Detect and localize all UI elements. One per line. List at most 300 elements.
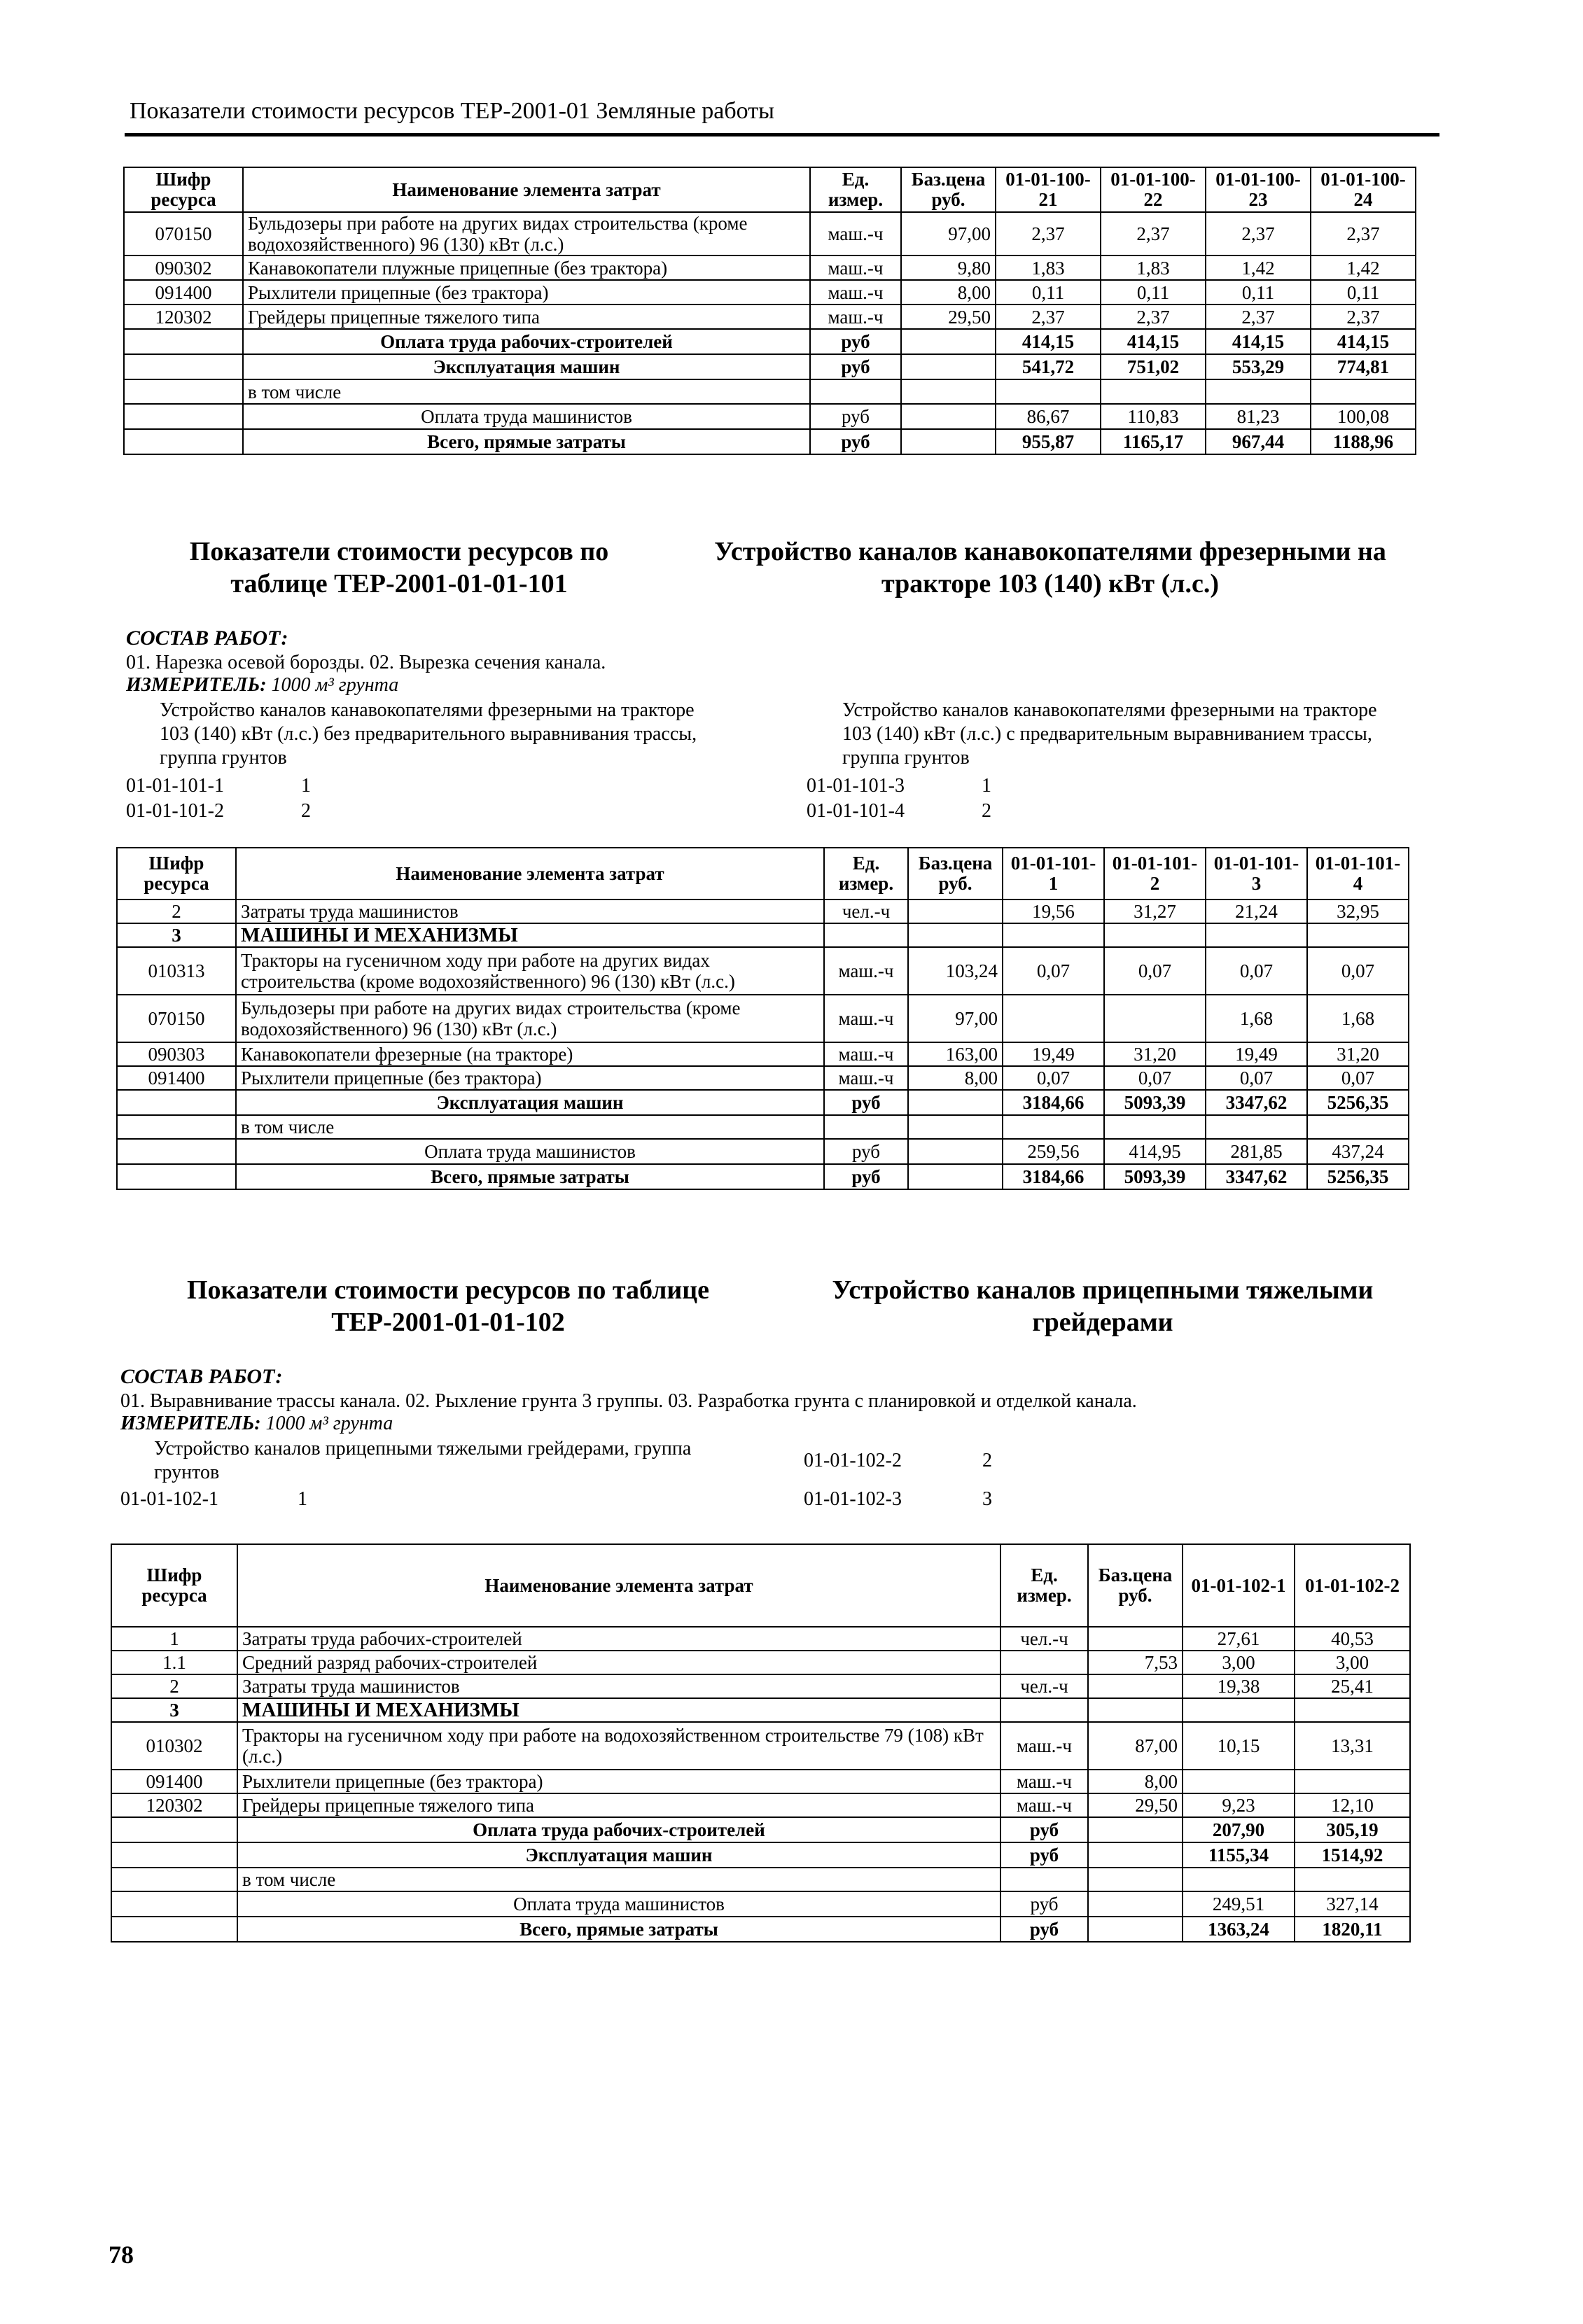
cell-code: 2 [111, 1674, 237, 1698]
cell-unit: руб [1000, 1842, 1088, 1868]
cell-name: Всего, прямые затраты [236, 1164, 824, 1189]
cell-value: 1363,24 [1183, 1917, 1295, 1942]
cell-value: 19,49 [1003, 1042, 1104, 1066]
cell-value [1307, 923, 1409, 947]
cell-value: 12,10 [1295, 1793, 1410, 1817]
table-row [111, 1770, 1410, 1793]
header-price: Баз.цена руб. [908, 848, 1003, 899]
cell-price [1088, 1917, 1183, 1942]
header-rate: 01-01-102-1 [1183, 1544, 1295, 1627]
cell-value: 1,83 [996, 255, 1101, 280]
cell-value: 2,37 [1206, 212, 1311, 255]
cell-code [124, 379, 243, 404]
code-line [126, 799, 311, 823]
header-unit: Ед. измер. [824, 848, 908, 899]
rate-code: 01-01-101-3 [807, 775, 905, 797]
cell-value: 1165,17 [1101, 429, 1206, 454]
cell-unit: руб [824, 1090, 908, 1115]
cell-value [1104, 923, 1206, 947]
cell-value: 207,90 [1183, 1817, 1295, 1842]
cell-unit: маш.-ч [810, 280, 901, 304]
cell-code: 2 [117, 899, 236, 923]
cell-unit: чел.-ч [1000, 1627, 1088, 1651]
cell-code [117, 1139, 236, 1164]
cell-value: 5093,39 [1104, 1164, 1206, 1189]
cell-value: 2,37 [1206, 304, 1311, 329]
cell-price [908, 899, 1003, 923]
cell-value: 5256,35 [1307, 1090, 1409, 1115]
cell-value: 81,23 [1206, 404, 1311, 429]
cell-code [117, 1090, 236, 1115]
cell-value: 3184,66 [1003, 1164, 1104, 1189]
cell-code [124, 429, 243, 454]
cell-unit [810, 379, 901, 404]
table-row [111, 1651, 1410, 1674]
cell-value: 327,14 [1295, 1891, 1410, 1917]
code-line [804, 1449, 992, 1473]
cell-value: 0,11 [996, 280, 1101, 304]
cell-code [111, 1842, 237, 1868]
cell-price [1088, 1674, 1183, 1698]
header-unit: Ед. измер. [810, 167, 901, 212]
cell-unit [1000, 1651, 1088, 1674]
cell-value: 249,51 [1183, 1891, 1295, 1917]
cell-code: 010313 [117, 947, 236, 995]
cell-unit: руб [824, 1164, 908, 1189]
cell-code: 010302 [111, 1722, 237, 1770]
cell-price [1088, 1698, 1183, 1722]
cell-value: 31,20 [1307, 1042, 1409, 1066]
cell-code: 070150 [124, 212, 243, 255]
total-row [117, 1164, 1409, 1189]
cell-price [901, 379, 996, 404]
header-code: Шифр ресурса [111, 1544, 237, 1627]
table-row [117, 1115, 1409, 1139]
soil-group: 2 [301, 800, 311, 822]
cell-value: 1,68 [1307, 995, 1409, 1042]
cell-price: 103,24 [908, 947, 1003, 995]
header-rate: 01-01-100-21 [996, 167, 1101, 212]
total-row [124, 329, 1416, 354]
table-row [117, 1139, 1409, 1164]
table-header-row [124, 167, 1416, 212]
cell-price [901, 404, 996, 429]
cell-value: 19,38 [1183, 1674, 1295, 1698]
cell-unit: руб [1000, 1891, 1088, 1917]
table-row [111, 1868, 1410, 1891]
header-rule [125, 133, 1439, 136]
cell-code: 120302 [111, 1793, 237, 1817]
section-title-left: Показатели стоимости ресурсов по таблице ТЕР-2001-01-01-101 [189, 537, 609, 598]
cell-code [111, 1868, 237, 1891]
soil-group: 2 [982, 1450, 992, 1471]
cell-name: Всего, прямые затраты [237, 1917, 1000, 1942]
cell-name: Оплата труда машинистов [237, 1891, 1000, 1917]
cell-name: в том числе [243, 379, 810, 404]
cell-unit [1000, 1698, 1088, 1722]
table-row [124, 379, 1416, 404]
header-price: Баз.цена руб. [901, 167, 996, 212]
cell-code: 120302 [124, 304, 243, 329]
cell-price [1088, 1868, 1183, 1891]
cell-value: 0,07 [1104, 947, 1206, 995]
measure-label: ИЗМЕРИТЕЛЬ: [126, 674, 267, 696]
cell-value: 774,81 [1311, 354, 1416, 379]
code-line [807, 774, 991, 798]
soil-group: 3 [982, 1488, 992, 1510]
cell-value: 31,20 [1104, 1042, 1206, 1066]
table-row [111, 1627, 1410, 1651]
cell-value: 25,41 [1295, 1674, 1410, 1698]
cell-value [1206, 379, 1311, 404]
cell-name: Рыхлители прицепные (без трактора) [237, 1770, 1000, 1793]
cell-value: 2,37 [1311, 304, 1416, 329]
cell-value: 305,19 [1295, 1817, 1410, 1842]
cell-value: 3184,66 [1003, 1090, 1104, 1115]
cell-value: 259,56 [1003, 1139, 1104, 1164]
section-title-right: Устройство каналов канавокопателями фрезерными на тракторе 103 (140) кВт (л.с.) [714, 537, 1386, 598]
cell-code: 090302 [124, 255, 243, 280]
cell-unit: руб [824, 1139, 908, 1164]
cell-value: 1,42 [1206, 255, 1311, 280]
cell-name: Тракторы на гусеничном ходу при работе на других видах строительства (кроме водохозяйственного) 96 (130) кВт (л.с.) [236, 947, 824, 995]
rate-code: 01-01-101-2 [126, 800, 224, 822]
cell-price [908, 1139, 1003, 1164]
cell-price: 8,00 [901, 280, 996, 304]
cell-price [908, 923, 1003, 947]
cell-value: 414,15 [1101, 329, 1206, 354]
total-row [124, 429, 1416, 454]
cell-value [1101, 379, 1206, 404]
cell-value [1206, 1115, 1307, 1139]
total-row [117, 1090, 1409, 1115]
cell-value: 3347,62 [1206, 1090, 1307, 1115]
cell-price: 8,00 [908, 1066, 1003, 1090]
cell-name: Бульдозеры при работе на других видах строительства (кроме водохозяйственного) 96 (130) кВт (л.с.) [243, 212, 810, 255]
cell-value: 86,67 [996, 404, 1101, 429]
cell-value: 955,87 [996, 429, 1101, 454]
cell-name: Оплата труда машинистов [243, 404, 810, 429]
cell-unit: руб [1000, 1917, 1088, 1942]
cell-price [908, 1115, 1003, 1139]
cell-value [1183, 1698, 1295, 1722]
resource-table-100 [123, 167, 1416, 455]
cell-name: Оплата труда машинистов [236, 1139, 824, 1164]
cell-code [117, 1164, 236, 1189]
cell-value [1295, 1868, 1410, 1891]
cell-value: 5093,39 [1104, 1090, 1206, 1115]
page-header: Показатели стоимости ресурсов ТЕР-2001-01 Земляные работы [130, 98, 774, 124]
table-row [124, 280, 1416, 304]
cell-value: 1514,92 [1295, 1842, 1410, 1868]
cell-name: Эксплуатация машин [236, 1090, 824, 1115]
cell-value: 541,72 [996, 354, 1101, 379]
cell-value [1003, 923, 1104, 947]
cell-unit: маш.-ч [824, 1042, 908, 1066]
cell-value [1295, 1698, 1410, 1722]
measure-line [120, 1412, 393, 1436]
sostav-label: СОСТАВ РАБОТ: [120, 1365, 283, 1388]
cell-value: 1820,11 [1295, 1917, 1410, 1942]
cell-price: 97,00 [908, 995, 1003, 1042]
page-number: 78 [109, 2241, 134, 2269]
cell-unit: руб [1000, 1817, 1088, 1842]
cell-value: 1155,34 [1183, 1842, 1295, 1868]
cell-code: 090303 [117, 1042, 236, 1066]
cell-value: 40,53 [1295, 1627, 1410, 1651]
cell-code: 070150 [117, 995, 236, 1042]
cell-price [1088, 1627, 1183, 1651]
cell-name: в том числе [236, 1115, 824, 1139]
header-name: Наименование элемента затрат [237, 1544, 1000, 1627]
cell-value: 19,49 [1206, 1042, 1307, 1066]
cell-unit: маш.-ч [1000, 1793, 1088, 1817]
cell-value: 0,11 [1101, 280, 1206, 304]
cell-value: 100,08 [1311, 404, 1416, 429]
header-rate: 01-01-101-2 [1104, 848, 1206, 899]
cell-value [1307, 1115, 1409, 1139]
soil-group: 2 [982, 800, 991, 822]
section-row [117, 923, 1409, 947]
cell-name: Оплата труда рабочих-строителей [243, 329, 810, 354]
measure-value: 1000 м³ грунта [271, 674, 399, 696]
cell-value: 9,23 [1183, 1793, 1295, 1817]
cell-value: 3,00 [1295, 1651, 1410, 1674]
cell-code [124, 404, 243, 429]
table-row [124, 304, 1416, 329]
cell-value [996, 379, 1101, 404]
work-description: Устройство каналов канавокопателями фрезерными на тракторе 103 (140) кВт (л.с.) с предварительным выравниванием трассы, группа грунтов [842, 699, 1377, 769]
cell-value [1183, 1770, 1295, 1793]
cell-value: 0,07 [1104, 1066, 1206, 1090]
table-row [117, 899, 1409, 923]
cell-value [1206, 923, 1307, 947]
rate-code: 01-01-102-2 [804, 1450, 902, 1471]
cell-name: Эксплуатация машин [243, 354, 810, 379]
cell-name: Канавокопатели плужные прицепные (без трактора) [243, 255, 810, 280]
cell-name: Тракторы на гусеничном ходу при работе на водохозяйственном строительстве 79 (108) кВт (л.с.) [237, 1722, 1000, 1770]
cell-name: Грейдеры прицепные тяжелого типа [237, 1793, 1000, 1817]
cell-unit: руб [810, 354, 901, 379]
cell-code: 3 [117, 923, 236, 947]
measure-line [126, 673, 398, 697]
cell-value: 281,85 [1206, 1139, 1307, 1164]
cell-price: 8,00 [1088, 1770, 1183, 1793]
cell-name: Затраты труда машинистов [236, 899, 824, 923]
cell-value: 19,56 [1003, 899, 1104, 923]
code-line [807, 799, 991, 823]
total-row [111, 1817, 1410, 1842]
cell-name: Затраты труда рабочих-строителей [237, 1627, 1000, 1651]
cell-value [1104, 1115, 1206, 1139]
cell-code: 091400 [117, 1066, 236, 1090]
cell-code: 091400 [111, 1770, 237, 1793]
cell-price [1088, 1842, 1183, 1868]
soil-group: 1 [301, 775, 311, 797]
table-row [124, 255, 1416, 280]
cell-value: 414,15 [1311, 329, 1416, 354]
cell-price [908, 1090, 1003, 1115]
cell-code: 3 [111, 1698, 237, 1722]
table-row [111, 1891, 1410, 1917]
cell-value: 414,15 [1206, 329, 1311, 354]
soil-group: 1 [298, 1488, 307, 1510]
header-name: Наименование элемента затрат [243, 167, 810, 212]
cell-name: Рыхлители прицепные (без трактора) [236, 1066, 824, 1090]
cell-name: Всего, прямые затраты [243, 429, 810, 454]
cell-price: 29,50 [901, 304, 996, 329]
cell-value: 2,37 [996, 304, 1101, 329]
cell-value [1311, 379, 1416, 404]
cell-code [111, 1891, 237, 1917]
table-row [117, 1066, 1409, 1090]
cell-value: 5256,35 [1307, 1164, 1409, 1189]
header-rate: 01-01-100-22 [1101, 167, 1206, 212]
cell-price [901, 354, 996, 379]
cell-value: 2,37 [996, 212, 1101, 255]
table-row [117, 947, 1409, 995]
cell-price [901, 329, 996, 354]
header-unit: Ед. измер. [1000, 1544, 1088, 1627]
header-rate: 01-01-101-1 [1003, 848, 1104, 899]
cell-value: 0,07 [1206, 947, 1307, 995]
cell-unit: маш.-ч [824, 947, 908, 995]
section-title-right: Устройство каналов прицепными тяжелыми грейдерами [832, 1275, 1374, 1337]
table-header-row [117, 848, 1409, 899]
measure-value: 1000 м³ грунта [265, 1413, 393, 1434]
cell-unit: руб [810, 404, 901, 429]
table-row [111, 1793, 1410, 1817]
cell-value: 31,27 [1104, 899, 1206, 923]
soil-group: 1 [982, 775, 991, 797]
resource-table-102 [111, 1544, 1411, 1942]
cell-name: Эксплуатация машин [237, 1842, 1000, 1868]
measure-label: ИЗМЕРИТЕЛЬ: [120, 1413, 261, 1434]
table-row [117, 1042, 1409, 1066]
sostav-text: 01. Нарезка осевой борозды. 02. Вырезка сечения канала. [126, 652, 606, 673]
cell-price: 7,53 [1088, 1651, 1183, 1674]
cell-code [124, 329, 243, 354]
header-rate: 01-01-101-4 [1307, 848, 1409, 899]
cell-price [1088, 1817, 1183, 1842]
cell-name: Затраты труда машинистов [237, 1674, 1000, 1698]
cell-code [117, 1115, 236, 1139]
cell-price: 29,50 [1088, 1793, 1183, 1817]
table-row [111, 1722, 1410, 1770]
cell-unit: маш.-ч [824, 995, 908, 1042]
cell-unit: маш.-ч [824, 1066, 908, 1090]
section-title-left: Показатели стоимости ресурсов по таблице ТЕР-2001-01-01-102 [186, 1275, 710, 1337]
cell-value [1003, 995, 1104, 1042]
cell-value: 414,95 [1104, 1139, 1206, 1164]
cell-code: 1.1 [111, 1651, 237, 1674]
cell-value: 1,68 [1206, 995, 1307, 1042]
cell-name: Рыхлители прицепные (без трактора) [243, 280, 810, 304]
cell-value [1295, 1770, 1410, 1793]
cell-value: 10,15 [1183, 1722, 1295, 1770]
work-description: Устройство каналов канавокопателями фрезерными на тракторе 103 (140) кВт (л.с.) без предварительного выравнивания трассы, группа грунтов [160, 699, 697, 769]
cell-name: в том числе [237, 1868, 1000, 1891]
cell-value: 0,07 [1003, 947, 1104, 995]
cell-value: 2,37 [1101, 304, 1206, 329]
rate-code: 01-01-101-1 [126, 775, 224, 797]
table-row [124, 212, 1416, 255]
rate-code: 01-01-102-1 [120, 1488, 218, 1510]
cell-price: 163,00 [908, 1042, 1003, 1066]
cell-value: 751,02 [1101, 354, 1206, 379]
cell-code: 1 [111, 1627, 237, 1651]
code-line [126, 774, 311, 798]
cell-price [908, 1164, 1003, 1189]
header-code: Шифр ресурса [124, 167, 243, 212]
sostav-text: 01. Выравнивание трассы канала. 02. Рыхление грунта 3 группы. 03. Разработка грунта с планировкой и отделкой канала. [120, 1390, 1137, 1412]
cell-value: 110,83 [1101, 404, 1206, 429]
cell-price [901, 429, 996, 454]
cell-value: 2,37 [1311, 212, 1416, 255]
code-line [120, 1488, 307, 1511]
cell-unit [824, 923, 908, 947]
header-rate: 01-01-100-23 [1206, 167, 1311, 212]
table-row [124, 404, 1416, 429]
cell-unit: чел.-ч [1000, 1674, 1088, 1698]
cell-value: 553,29 [1206, 354, 1311, 379]
header-name: Наименование элемента затрат [236, 848, 824, 899]
table-row [111, 1674, 1410, 1698]
cell-value: 32,95 [1307, 899, 1409, 923]
cell-value: 21,24 [1206, 899, 1307, 923]
header-price: Баз.цена руб. [1088, 1544, 1183, 1627]
cell-value: 0,11 [1206, 280, 1311, 304]
cell-value: 0,07 [1307, 947, 1409, 995]
cell-price: 87,00 [1088, 1722, 1183, 1770]
cell-unit: маш.-ч [1000, 1770, 1088, 1793]
cell-value [1183, 1868, 1295, 1891]
section-row [111, 1698, 1410, 1722]
cell-name: Грейдеры прицепные тяжелого типа [243, 304, 810, 329]
cell-unit: маш.-ч [1000, 1722, 1088, 1770]
cell-value: 0,07 [1307, 1066, 1409, 1090]
table-row [117, 995, 1409, 1042]
sostav-label: СОСТАВ РАБОТ: [126, 626, 288, 650]
cell-value: 0,07 [1003, 1066, 1104, 1090]
cell-value: 3,00 [1183, 1651, 1295, 1674]
cell-code [111, 1817, 237, 1842]
cell-value [1104, 995, 1206, 1042]
header-rate: 01-01-101-3 [1206, 848, 1307, 899]
header-rate: 01-01-102-2 [1295, 1544, 1410, 1627]
cell-price: 9,80 [901, 255, 996, 280]
cell-price [1088, 1891, 1183, 1917]
cell-value: 967,44 [1206, 429, 1311, 454]
cell-value: 3347,62 [1206, 1164, 1307, 1189]
cell-value: 0,11 [1311, 280, 1416, 304]
cell-value: 13,31 [1295, 1722, 1410, 1770]
cell-price: 97,00 [901, 212, 996, 255]
total-row [111, 1917, 1410, 1942]
cell-value: 1188,96 [1311, 429, 1416, 454]
rate-code: 01-01-102-3 [804, 1488, 902, 1510]
cell-unit: чел.-ч [824, 899, 908, 923]
total-row [124, 354, 1416, 379]
cell-unit: руб [810, 429, 901, 454]
cell-name: Оплата труда рабочих-строителей [237, 1817, 1000, 1842]
cell-value: 2,37 [1101, 212, 1206, 255]
cell-name: Средний разряд рабочих-строителей [237, 1651, 1000, 1674]
cell-unit [824, 1115, 908, 1139]
cell-unit: маш.-ч [810, 255, 901, 280]
work-description: Устройство каналов прицепными тяжелыми грейдерами, группа грунтов [154, 1438, 692, 1483]
table-header-row [111, 1544, 1410, 1627]
